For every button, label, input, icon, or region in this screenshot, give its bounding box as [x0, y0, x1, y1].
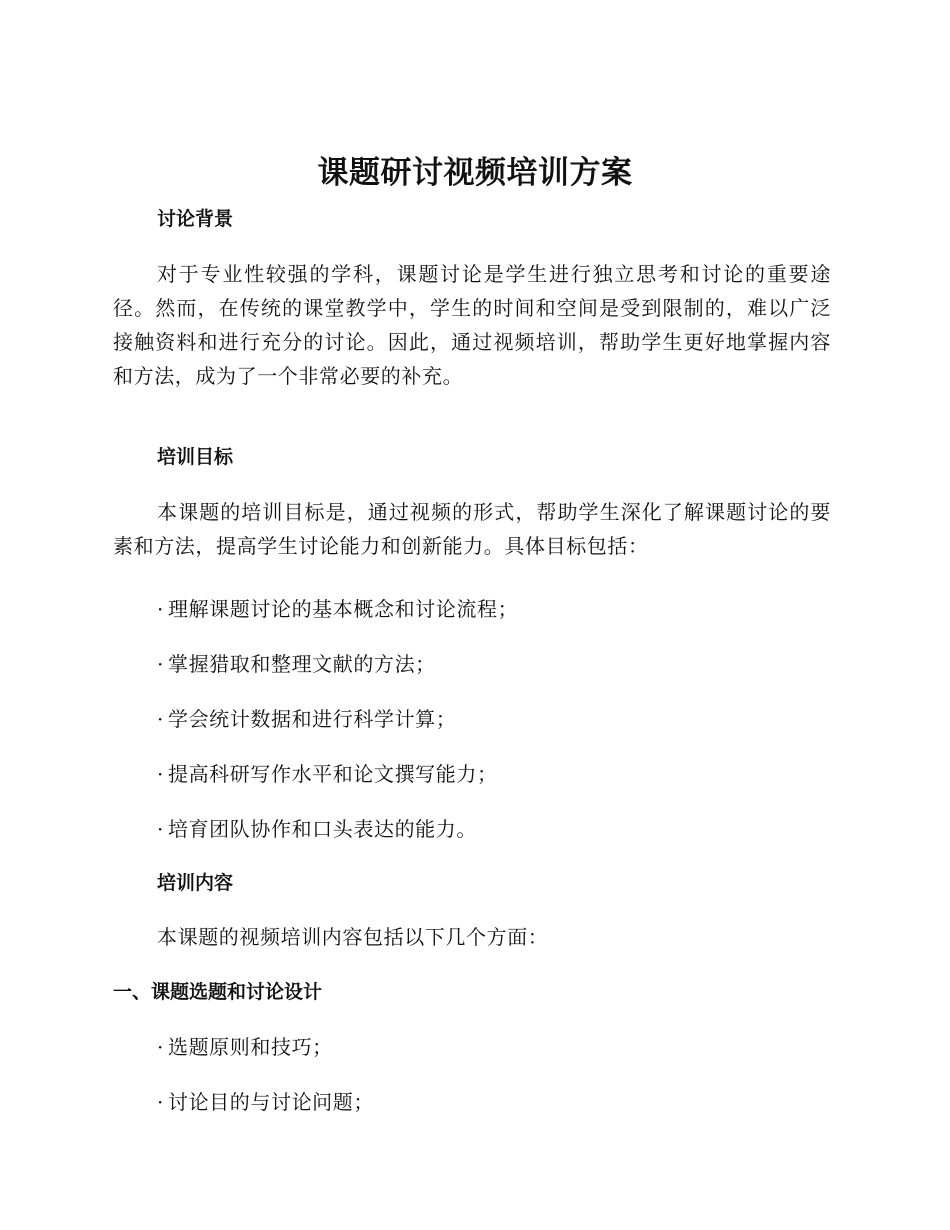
list-item-text: 理解课题讨论的基本概念和讨论流程； — [167, 597, 519, 621]
list-item-text: 掌握猎取和整理文献的方法； — [167, 652, 436, 676]
bullet-icon: · — [157, 762, 164, 786]
list-item-text: 选题原则和技巧； — [167, 1035, 333, 1059]
list-item-text: 提高科研写作水平和论文撰写能力； — [167, 762, 498, 786]
bullet-icon: · — [157, 652, 164, 676]
list-item — [157, 814, 477, 844]
subheading-topic-design: 一、课题选题和讨论设计 — [113, 981, 323, 1003]
bullet-icon: · — [157, 597, 164, 621]
bullet-icon: · — [157, 707, 164, 731]
bullet-icon: · — [157, 817, 164, 841]
list-item-text: 讨论目的与讨论问题； — [167, 1090, 374, 1114]
list-item — [157, 759, 498, 789]
list-item — [157, 704, 456, 734]
list-item — [157, 649, 436, 679]
section-heading-content: 培训内容 — [157, 872, 234, 894]
document-title: 课题研讨视频培训方案 — [317, 155, 633, 191]
bullet-icon: · — [157, 1090, 164, 1114]
bullet-icon: · — [157, 1035, 164, 1059]
list-item-text: 培育团队协作和口头表达的能力。 — [167, 817, 477, 841]
list-item — [157, 1032, 333, 1062]
section-heading-background: 讨论背景 — [157, 208, 234, 230]
section-heading-goals: 培训目标 — [157, 446, 234, 468]
paragraph-goals: 本课题的培训目标是，通过视频的形式，帮助学生深化了解课题讨论的要素和方法，提高学生讨论能力和创新能力。具体目标包括： — [113, 500, 831, 558]
paragraph-background: 对于专业性较强的学科，课题讨论是学生进行独立思考和讨论的重要途径。然而，在传统的课堂教学中，学生的时间和空间是受到限制的，难以广泛接触资料和进行充分的讨论。因此，通过视频培训，帮助学生更好地掌握内容和方法，成为了一个非常必要的补充。 — [113, 262, 831, 388]
list-item-text: 学会统计数据和进行科学计算； — [167, 707, 457, 731]
paragraph-content-intro: 本课题的视频培训内容包括以下几个方面： — [157, 925, 549, 949]
list-item — [157, 1087, 374, 1117]
list-item — [157, 594, 518, 624]
